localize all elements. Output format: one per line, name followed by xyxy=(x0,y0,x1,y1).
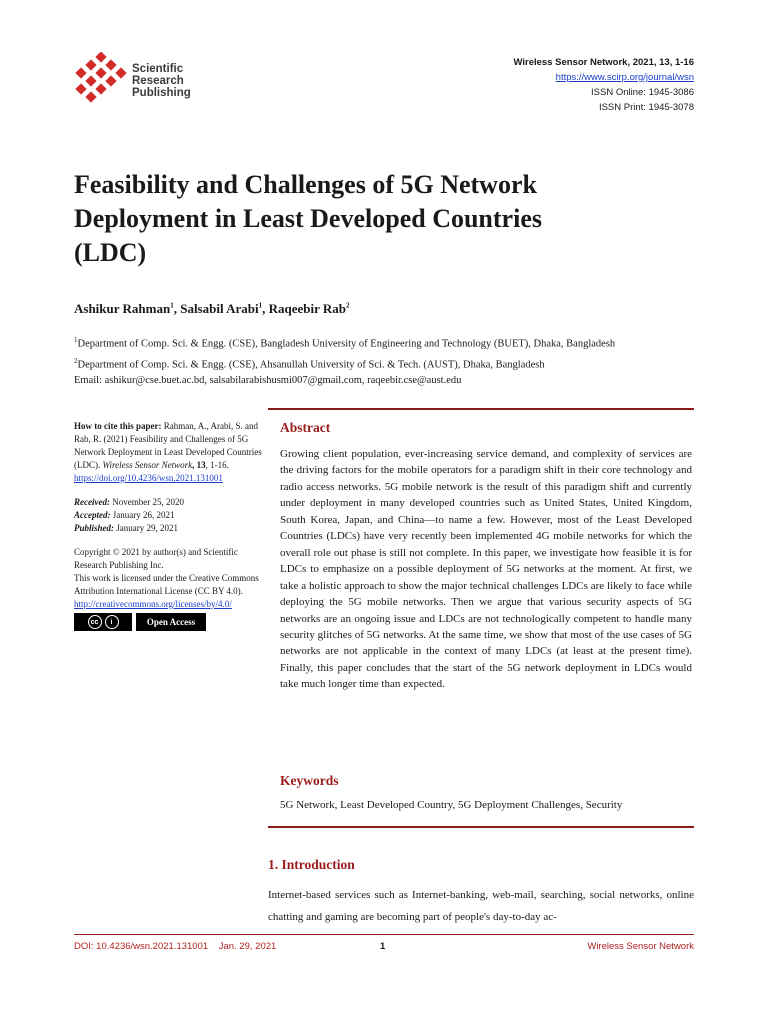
published-label: Published: xyxy=(74,523,115,533)
keywords-bottom-rule xyxy=(268,826,694,828)
publisher-line-3: Publishing xyxy=(132,87,191,99)
affiliations xyxy=(74,332,615,389)
author-affiliation-marker: 1 xyxy=(170,301,174,310)
accepted-label: Accepted: xyxy=(74,510,111,520)
footer-journal: Wireless Sensor Network xyxy=(587,941,694,952)
title-line-1: Feasibility and Challenges of 5G Network xyxy=(74,170,537,199)
abstract-text: Growing client population, ever-increasing service demand, and complexity of services are the driving factors for the mobile operators for a paradigm shift in their core technology and radio access networks. 5G mobile network is the result of this paradigm shift and currently under deployment in many developed countries such as United States, United Kingdom, South Korea, Japan, and China—to name a few. However, most of the Least Developed Countries (LDCs) have very recently been implemented 4G mobile networks for which the overall role out phase is still not complete. In this paper, we investigate how feasible it is for LDCs to emphasize on a possible deployment of 5G networks at the moment. At first, we take a holistic approach to show the major technical challenges LDCs are likely to face while deploying the 5G mobile networks. Then we argue that various security aspects of 5G networks are an ongoing issue and LDCs are not technologically competent to handle many security glitches of 5G networks. At the same time, we show that most of the use cases of 5G networks are not applicable in the context of many LDCs (at least at the present time). Finally, this paper concludes that the start of the 5G network deployment in LDCs would take much longer time than expected. xyxy=(280,448,692,691)
received-date: November 25, 2020 xyxy=(109,497,184,507)
introduction-text: Internet-based services such as Internet-banking, web-mail, searching, social networks, online chatting and gaming are becoming part of people's day-to-day ac- xyxy=(268,889,694,923)
author-name: , Salsabil Arabi xyxy=(173,301,259,316)
received-label: Received: xyxy=(74,497,110,507)
author-name: Ashikur Rahman xyxy=(74,301,171,316)
citation-block xyxy=(74,420,264,485)
footer-rule xyxy=(74,934,694,935)
license-badges xyxy=(74,613,264,631)
attribution-icon: i xyxy=(105,615,119,629)
author-affiliation-marker: 1 xyxy=(258,301,263,310)
publisher-line-2: Research xyxy=(132,75,184,87)
journal-url-link[interactable]: https://www.scirp.org/journal/wsn xyxy=(555,72,694,83)
keywords-text: 5G Network, Least Developed Country, 5G Deployment Challenges, Security xyxy=(280,799,623,811)
published-date: January 29, 2021 xyxy=(114,523,179,533)
affiliation-2: $^2$Department of Comp. Sci. & Engg. (CSE), Ahsanullah University of Sci. & Tech. (AUST), Dhaka, Bangladesh xyxy=(74,356,545,370)
issn-print: ISSN Print: 1945-3078 xyxy=(598,102,694,113)
copyright-block xyxy=(74,546,264,631)
title-line-2: Deployment in Least Developed Countries xyxy=(74,204,542,233)
article-info-sidebar xyxy=(74,420,264,642)
scientific-research-publishing-logo xyxy=(74,52,134,108)
open-access-badge: Open Access xyxy=(136,613,206,631)
paper-title xyxy=(74,168,674,270)
footer-doi: DOI: 10.4236/wsn.2021.131001 Jan. 29, 2021 xyxy=(74,941,277,952)
license-line: This work is licensed under the Creative Commons Attribution International License (CC BY 4.0). xyxy=(74,573,259,596)
doi-link[interactable]: https://doi.org/10.4236/wsn.2021.131001 xyxy=(74,473,223,483)
citation-pages: , 1-16. xyxy=(205,460,229,470)
citation-text: Rahman, A., Arabi, S. and Rab, R. (2021) Feasibility and Challenges of 5G Network Deployment in Least Developed Countries (LDC). xyxy=(74,421,262,470)
cc-by-icon[interactable] xyxy=(74,613,132,631)
copyright-line: Copyright © 2021 by author(s) and Scientific Research Publishing Inc. xyxy=(74,547,238,570)
page-number: 1 xyxy=(380,941,386,952)
abstract-heading: Abstract xyxy=(280,420,331,435)
publisher-line-1: Scientific xyxy=(132,63,184,75)
license-link[interactable]: http://creativecommons.org/licenses/by/4.0/ xyxy=(74,599,232,609)
dates-block xyxy=(74,496,264,535)
citation-volume: , 13 xyxy=(192,460,206,470)
affiliation-1: $^1$Department of Comp. Sci. & Engg. (CSE), Bangladesh University of Engineering and Technology (BUET), Dhaka, Bangladesh xyxy=(74,336,616,350)
abstract-top-rule xyxy=(268,408,694,410)
keywords-heading: Keywords xyxy=(280,773,339,788)
citation-journal: Wireless Sensor Network xyxy=(102,460,193,470)
journal-info xyxy=(513,55,694,115)
citation-label: How to cite this paper: xyxy=(74,421,162,431)
publisher-name xyxy=(132,63,191,99)
author-name: , Raqeebir Rab xyxy=(262,301,347,316)
cc-icon: cc xyxy=(88,615,102,629)
journal-citation: Wireless Sensor Network, 2021, 13, 1-16 xyxy=(513,57,694,68)
author-affiliation-marker: 2 xyxy=(346,301,350,310)
title-line-3: (LDC) xyxy=(74,238,147,267)
introduction-heading: 1. Introduction xyxy=(268,857,355,872)
author-emails: Email: ashikur@cse.buet.ac.bd, salsabilarabishusmi007@gmail.com, raqeebir.cse@aust.edu xyxy=(74,375,462,386)
author-list xyxy=(74,301,350,317)
accepted-date: January 26, 2021 xyxy=(110,510,175,520)
issn-online: ISSN Online: 1945-3086 xyxy=(591,87,694,98)
